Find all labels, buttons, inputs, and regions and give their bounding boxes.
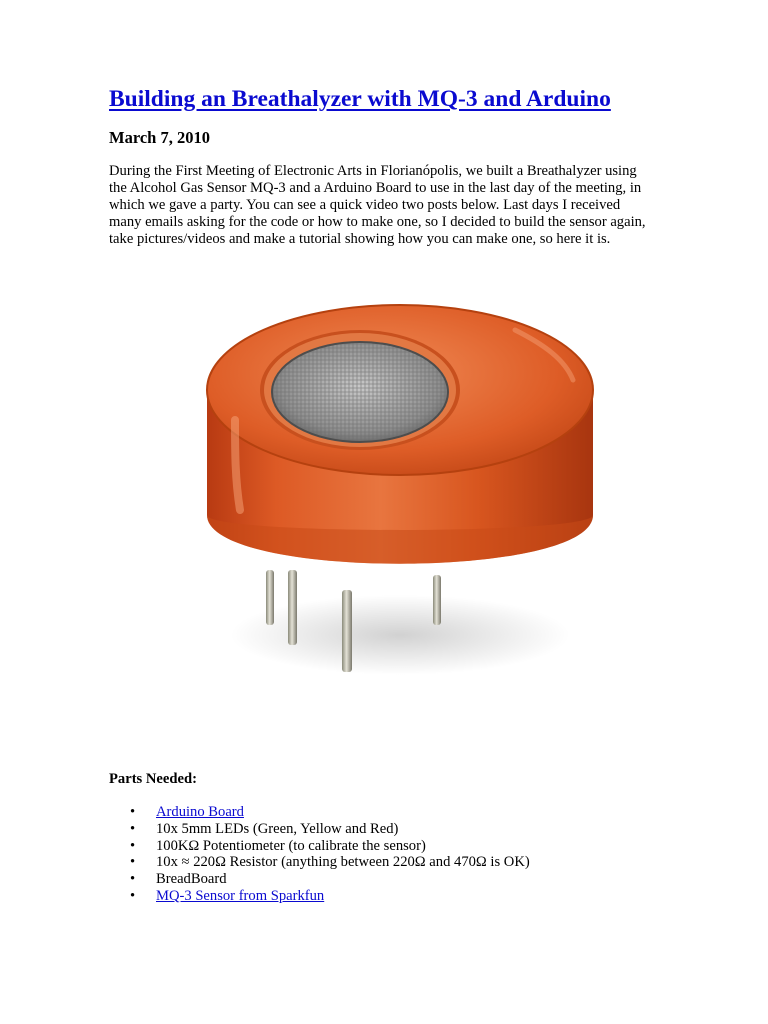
list-item (109, 821, 530, 838)
sensor-pin (342, 590, 352, 672)
parts-list (109, 804, 530, 905)
part-label: BreadBoard (156, 871, 227, 888)
bullet-icon: • (130, 820, 136, 837)
parts-heading: Parts Needed: (109, 771, 197, 787)
list-item (109, 838, 530, 855)
sensor-pin (288, 570, 297, 645)
post-date: March 7, 2010 (109, 128, 210, 147)
bullet-icon: • (130, 854, 136, 871)
bullet-icon: • (130, 804, 136, 820)
article-title-link[interactable]: Building an Breathalyzer with MQ-3 and Arduino (109, 86, 611, 112)
part-label: 10x ≈ 220Ω Resistor (anything between 220Ω and 470Ω is OK) (156, 854, 530, 871)
sensor-pin (433, 575, 441, 625)
intro-paragraph: During the First Meeting of Electronic Arts in Florianópolis, we built a Breathalyzer using the Alcohol Gas Sensor MQ-3 and a Arduino Board to use in the last day of the meeting, in which we gave a party. You can see a quick video two posts below. Last days I received many emails asking for the code or how to make one, so I decided to build the sensor again, take pictures/videos and make a tutorial showing how you can make one, so here it is. (109, 163, 646, 247)
bullet-icon: • (130, 837, 136, 854)
bullet-icon: • (130, 887, 136, 904)
bullet-icon: • (130, 871, 136, 888)
list-item (109, 854, 530, 871)
list-item (109, 888, 530, 905)
arduino-board-link[interactable]: Arduino Board (156, 804, 244, 820)
part-label: 100KΩ Potentiometer (to calibrate the sensor) (156, 837, 426, 854)
part-label: 10x 5mm LEDs (Green, Yellow and Red) (156, 820, 399, 837)
sensor-pin (266, 570, 274, 625)
mq3-sensor-photo (195, 290, 605, 720)
shadow (230, 595, 570, 675)
article-title (109, 84, 611, 114)
list-item (109, 871, 530, 888)
list-item (109, 804, 530, 821)
mq3-sensor-sparkfun-link[interactable]: MQ-3 Sensor from Sparkfun (156, 887, 325, 904)
